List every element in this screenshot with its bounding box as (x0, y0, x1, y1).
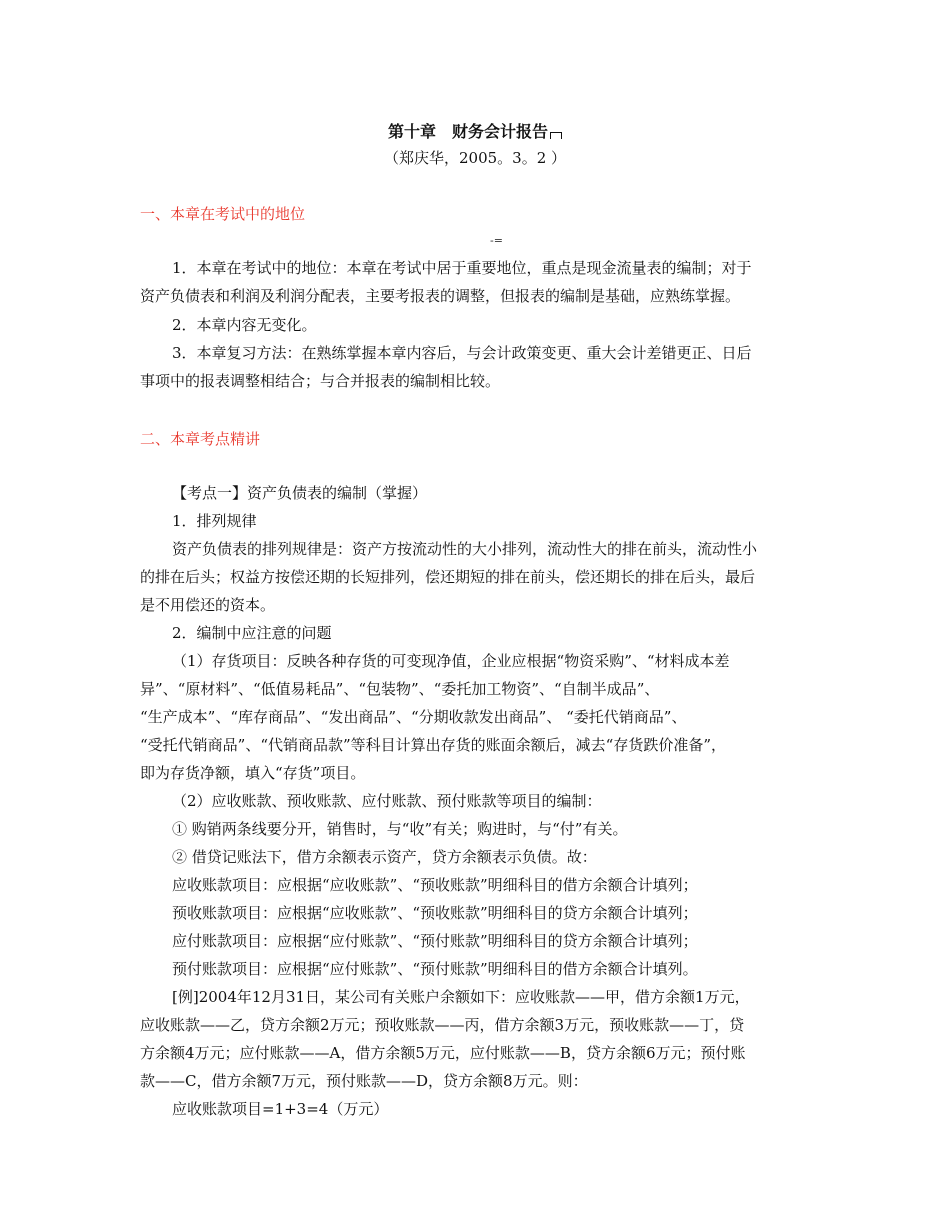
paragraph-line: 事项中的报表调整相结合；与合并报表的编制相比较。 (140, 372, 501, 390)
paragraph-line: 3．本章复习方法：在熟练掌握本章内容后，与会计政策变更、重大会计差错更正、日后 (172, 344, 752, 362)
paragraph-line: 2．本章内容无变化。 (172, 316, 317, 334)
small-mark: -= (490, 234, 503, 247)
paragraph-line: [例]2004年12月31日，某公司有关账户余额如下：应收账款——甲，借方余额1万元， (172, 988, 750, 1006)
paragraph-line: （2）应收账款、预收账款、应付账款、预付账款等项目的编制： (172, 792, 602, 810)
paragraph-line: 1．排列规律 (172, 512, 257, 530)
paragraph-line: 应付账款项目：应根据“应付账款”、“预付账款”明细科目的贷方余额合计填列； (172, 932, 698, 950)
paragraph-line: “生产成本”、“库存商品”、“发出商品”、“分期收款发出商品”、 “委托代销商品”、 (140, 708, 687, 726)
paragraph-line: 应收账款——乙，贷方余额2万元；预收账款——丙，借方余额3万元，预收账款——丁，贷 (140, 1016, 745, 1034)
paragraph-line: 即为存货净额，填入“存货”项目。 (140, 764, 366, 782)
paragraph-line: ① 购销两条线要分开，销售时，与“收”有关；购进时，与“付”有关。 (172, 820, 628, 838)
paragraph-line: 资产负债表的排列规律是：资产方按流动性的大小排列，流动性大的排在前头，流动性小 (172, 540, 758, 558)
paragraph-line: 【考点一】资产负债表的编制（掌握） (172, 484, 428, 502)
paragraph-line: 1．本章在考试中的地位：本章在考试中居于重要地位，重点是现金流量表的编制；对于 (172, 259, 752, 277)
paragraph-line: 预付账款项目：应根据“应付账款”、“预付账款”明细科目的借方余额合计填列。 (172, 960, 698, 978)
paragraph-line: 2．编制中应注意的问题 (172, 624, 332, 642)
paragraph-line: ② 借贷记账法下，借方余额表示资产，贷方余额表示负债。故： (172, 848, 597, 866)
paragraph-line: 方余额4万元；应付账款——A，借方余额5万元，应付账款——B，贷方余额6万元；预付账 (140, 1044, 746, 1062)
paragraph-line: 的排在后头；权益方按偿还期的长短排列，偿还期短的排在前头，偿还期长的排在后头，最后 (140, 568, 756, 586)
paragraph-line: 预收账款项目：应根据“应收账款”、“预收账款”明细科目的贷方余额合计填列； (172, 904, 698, 922)
paragraph-line: （1）存货项目：反映各种存货的可变现净值，企业应根据“物资采购”、“材料成本差 (172, 652, 730, 670)
chapter-title-text: 第十章 财务会计报告 (387, 122, 548, 141)
paragraph-line: 资产负债表和利润及利润分配表，主要考报表的调整，但报表的编制是基础，应熟练掌握。 (140, 287, 741, 305)
paragraph-line: 异”、“原材料”、“低值易耗品”、“包装物”、“委托加工物资”、“自制半成品”、 (140, 680, 660, 698)
author-date: （郑庆华，2005。3。2 ） (383, 149, 567, 167)
section-heading-1: 一、本章在考试中的地位 (140, 205, 306, 223)
paragraph-line: 是不用偿还的资本。 (140, 596, 276, 614)
paragraph-line: 应收账款项目：应根据“应收账款”、“预收账款”明细科目的借方余额合计填列； (172, 876, 698, 894)
paragraph-line: 应收账款项目=1+3=4（万元） (172, 1100, 389, 1118)
section-heading-2: 二、本章考点精讲 (140, 430, 261, 448)
chapter-title (0, 119, 950, 142)
paragraph-line: 款——C，借方余额7万元，预付账款——D，贷方余额8万元。则： (140, 1072, 588, 1090)
paragraph-line: “受托代销商品”、“代销商品款”等科目计算出存货的账面余额后，减去“存货跌价准备”， (140, 736, 727, 754)
title-mark-icon (550, 132, 562, 139)
